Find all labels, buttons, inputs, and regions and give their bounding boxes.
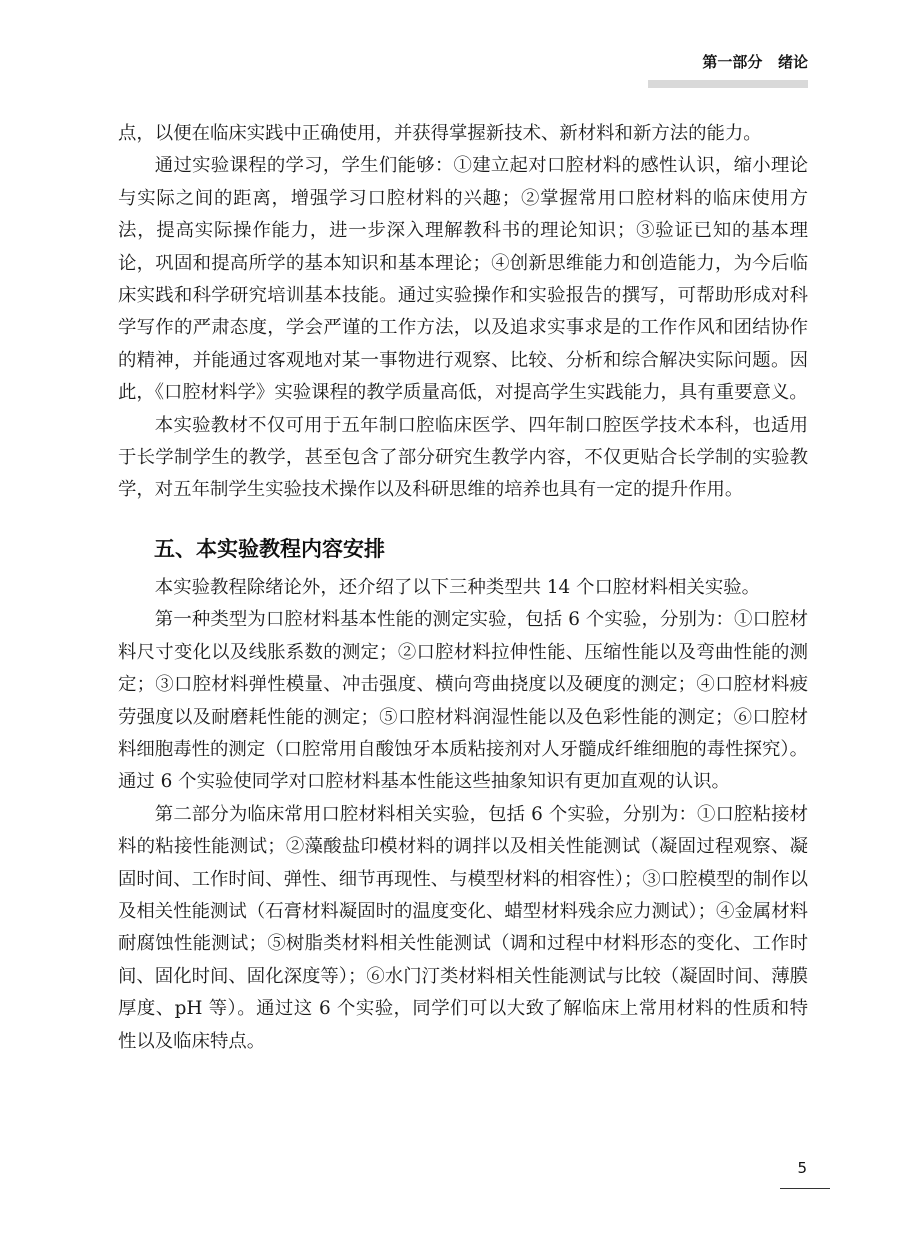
paragraph-type-two: 第二部分为临床常用口腔材料相关实验，包括 6 个实验，分别为：①口腔粘接材料的粘接性能测试；②藻酸盐印模材料的调拌以及相关性能测试（凝固过程观察、凝固时间、工作时间、弹性、细节再现性、与模型材料的相容性）；③口腔模型的制作以及相关性能测试（石膏材料凝固时的温度变化、蜡型材料残余应力测试）；④金属材料耐腐蚀性能测试；⑤树脂类材料相关性能测试（调和过程中材料形态的变化、工作时间、固化时间、固化深度等）；⑥水门汀类材料相关性能测试与比较（凝固时间、薄膜厚度、pH 等）。通过这 6 个实验，同学们可以大致了解临床上常用材料的性质和特性以及临床特点。 [118,803,808,1052]
paragraph-applicability: 本实验教材不仅可用于五年制口腔临床医学、四年制口腔医学技术本科，也适用于长学制学生的教学，甚至包含了部分研究生教学内容，不仅更贴合长学制的实验教学，对五年制学生实验技术操作以及科研思维的培养也具有一定的提升作用。 [118,414,808,501]
footer-rule [780,1188,830,1189]
page-body [118,118,808,1058]
paragraph-learning-outcomes: 通过实验课程的学习，学生们能够：①建立起对口腔材料的感性认识，缩小理论与实际之间的距离，增强学习口腔材料的兴趣；②掌握常用口腔材料的临床使用方法，提高实际操作能力，进一步深入理解教科书的理论知识；③验证已知的基本理论，巩固和提高所学的基本知识和基本理论；④创新思维能力和创造能力，为今后临床实践和科学研究培训基本技能。通过实验操作和实验报告的撰写，可帮助形成对科学写作的严肃态度，学会严谨的工作方法，以及追求实事求是的工作作风和团结协作的精神，并能通过客观地对某一事物进行观察、比较、分析和综合解决实际问题。因此，《口腔材料学》实验课程的教学质量高低，对提高学生实践能力，具有重要意义。 [118,155,808,404]
paragraph-continuation: 点，以便在临床实践中正确使用，并获得掌握新技术、新材料和新方法的能力。 [118,123,762,144]
running-header-title: 第一部分 绪论 [702,53,808,71]
paragraph-overview: 本实验教程除绪论外，还介绍了以下三种类型共 14 个口腔材料相关实验。 [154,576,761,598]
page-number: 5 [797,1159,807,1177]
header-decoration-bar [648,80,808,88]
paragraph-type-one: 第一种类型为口腔材料基本性能的测定实验，包括 6 个实验，分别为：①口腔材料尺寸变化以及线胀系数的测定；②口腔材料拉伸性能、压缩性能以及弯曲性能的测定；③口腔材料弹性模量、冲击强度、横向弯曲挠度以及硬度的测定；④口腔材料疲劳强度以及耐磨耗性能的测定；⑤口腔材料润湿性能以及色彩性能的测定；⑥口腔材料细胞毒性的测定（口腔常用自酸蚀牙本质粘接剂对人牙髓成纤维细胞的毒性探究）。通过 6 个实验使同学对口腔材料基本性能这些抽象知识有更加直观的认识。 [118,609,808,793]
section-heading: 五、本实验教程内容安排 [154,536,385,561]
